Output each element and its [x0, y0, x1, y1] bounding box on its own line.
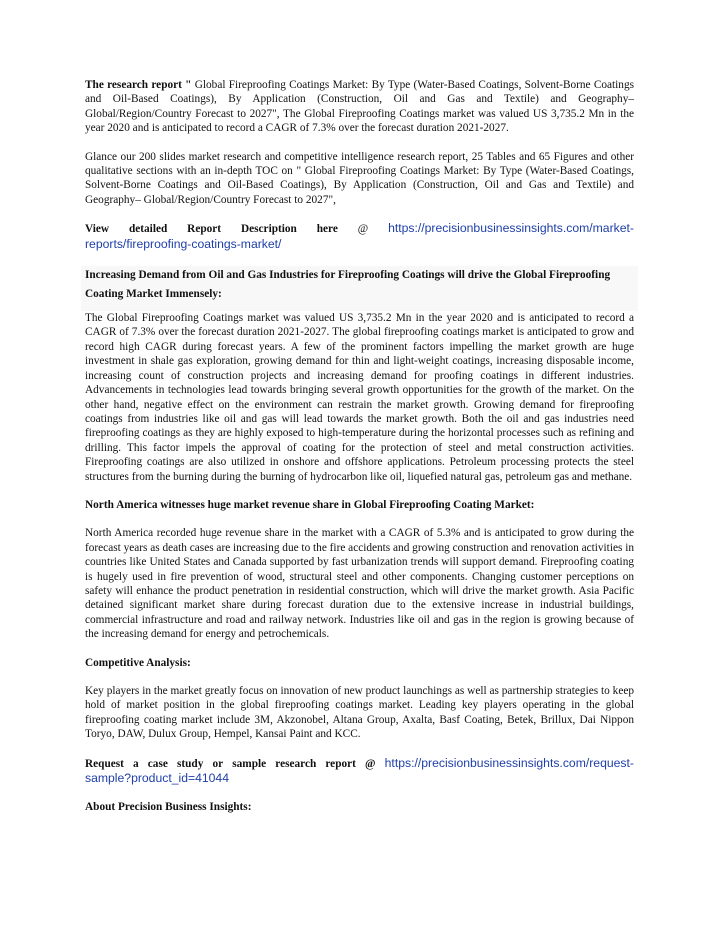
sample-word: sample	[232, 757, 267, 770]
here-word: here	[316, 223, 338, 236]
intro-paragraph	[85, 78, 634, 136]
intro-text: Global Fireproofing Coatings Market: By Type (Water-Based Coatings, Solvent-Borne Coatings and Oil-Based Coatings), By Application (Construction, Oil and Gas and Textile) and Geography– Global/Region/Country Forecast to 2027", The Global Fireproofing Coatings market was valued US 3,735.2 Mn in the year 2020 and is anticipated to record a CAGR of 7.3% over the forecast duration 2021-2027.	[85, 79, 634, 135]
at-sign-2: @	[365, 757, 376, 770]
detailed-word: detailed	[128, 223, 168, 236]
research-word: research	[275, 757, 317, 770]
request-sample-line-2	[85, 771, 634, 786]
intro-lead: The research report "	[85, 79, 192, 91]
or-word: or	[212, 757, 224, 770]
section-heading-oil-gas: Increasing Demand from Oil and Gas Industries for Fireproofing Coatings will drive the Global Fireproofing Coating Market Immensely:	[85, 269, 611, 300]
body-north-america: North America recorded huge revenue share in the market with a CAGR of 5.3% and is anticipated to grow during the forecast years as death cases are increasing due to the fire accidents and growing construction and renovation activities in countries like United States and Canada supported by fast urbanization trends will support demand. Fireproofing coating is hugely used in fire prevention of wood, structural steel and other components. Changing customer perceptions on safety will enhance the product penetration in residential construction, which will drive the market growth. Asia Pacific detained significant market share during forecast duration due to the extensive increase in industrial buildings, commercial infrastructure and road and railway network. Industries like oil and gas in the region is growing because of the increasing demand for energy and petrochemicals.	[85, 527, 634, 641]
report-word: Report	[187, 223, 222, 236]
at-sign: @	[357, 223, 369, 236]
request-word: Request	[85, 757, 124, 770]
view-report-line-2	[85, 237, 634, 252]
body-competitive: Key players in the market greatly focus on innovation of new product launchings as well as partnership strategies to keep hold of market position in the global fireproofing coatings market. Leading key players operating in the global fireproofing coating market include 3M, Akzonobel, Altana Group, Axalta, Basf Coating, Betek, Brillux, Dai Nippon Toryo, DAW, Dulux Group, Hempel, Kansai Paint and KCC.	[85, 685, 634, 741]
request-sample-block	[85, 756, 634, 787]
report-link-part1[interactable]: https://precisionbusinessinsights.com/market-	[388, 221, 634, 236]
section-heading-north-america: North America witnesses huge market revenue share in Global Fireproofing Coating Market:	[85, 498, 535, 511]
view-report-block	[85, 221, 634, 252]
case-word: case	[147, 757, 168, 770]
heading-band	[81, 266, 638, 311]
a-word: a	[133, 757, 139, 770]
report-word-2: report	[325, 757, 356, 770]
body-oil-gas: The Global Fireproofing Coatings market was valued US 3,735.2 Mn in the year 2020 and is anticipated to record a CAGR of 7.3% over the forecast duration 2021-2027. The global fireproofing coatings market is anticipated to grow and record high CAGR during forecast years. A few of the prominent factors impelling the market growth are huge investment in shale gas exploration, growing demand for thin and light-weight coatings, increasing disposable income, increasing count of construction projects and increasing demand for proofing coatings in different industries. Advancements in technologies lead towards bringing several growth opportunities for the growth of the market. On the other hand, negative effect on the environment can restrain the market growth. Growing demand for fireproofing coatings from industries like oil and gas will lead towards the market growth. Both the oil and gas industries need fireproofing coatings as they are highly exposed to high-temperature during the horizontal processes such as refining and drilling. This factor impels the approval of coating for the protection of steel and metal construction activities. Fireproofing coatings are also utilized in onshore and offshore applications. Petroleum processing protects the steel structures from the burning during the burning of hydrocarbon like oil, liquefied natural gas, petroleum gas and methane.	[85, 312, 634, 483]
section-heading-about: About Precision Business Insights:	[85, 801, 252, 814]
document-page	[85, 78, 634, 815]
section-heading-competitive: Competitive Analysis:	[85, 656, 191, 669]
view-report-line	[85, 221, 634, 236]
view-word: View	[85, 223, 110, 236]
report-link-part2[interactable]: reports/fireproofing-coatings-market/	[85, 236, 282, 251]
description-word: Description	[240, 223, 297, 236]
sample-link-part1[interactable]: https://precisionbusinessinsights.com/request-	[384, 755, 634, 770]
request-sample-line	[85, 756, 634, 771]
study-word: study	[176, 757, 204, 770]
sample-link-part2[interactable]: sample?product_id=41044	[85, 771, 229, 786]
glance-paragraph: Glance our 200 slides market research and competitive intelligence research report, 25 Tables and 65 Figures and other qualitative sections with an in-depth TOC on " Global Fireproofing Coatings Market: By Type (Water-Based Coatings, Solvent-Borne Coatings and Oil-Based Coatings), By Application (Construction, Oil and Gas and Textile) and Geography– Global/Region/Country Forecast to 2027",	[85, 150, 634, 206]
